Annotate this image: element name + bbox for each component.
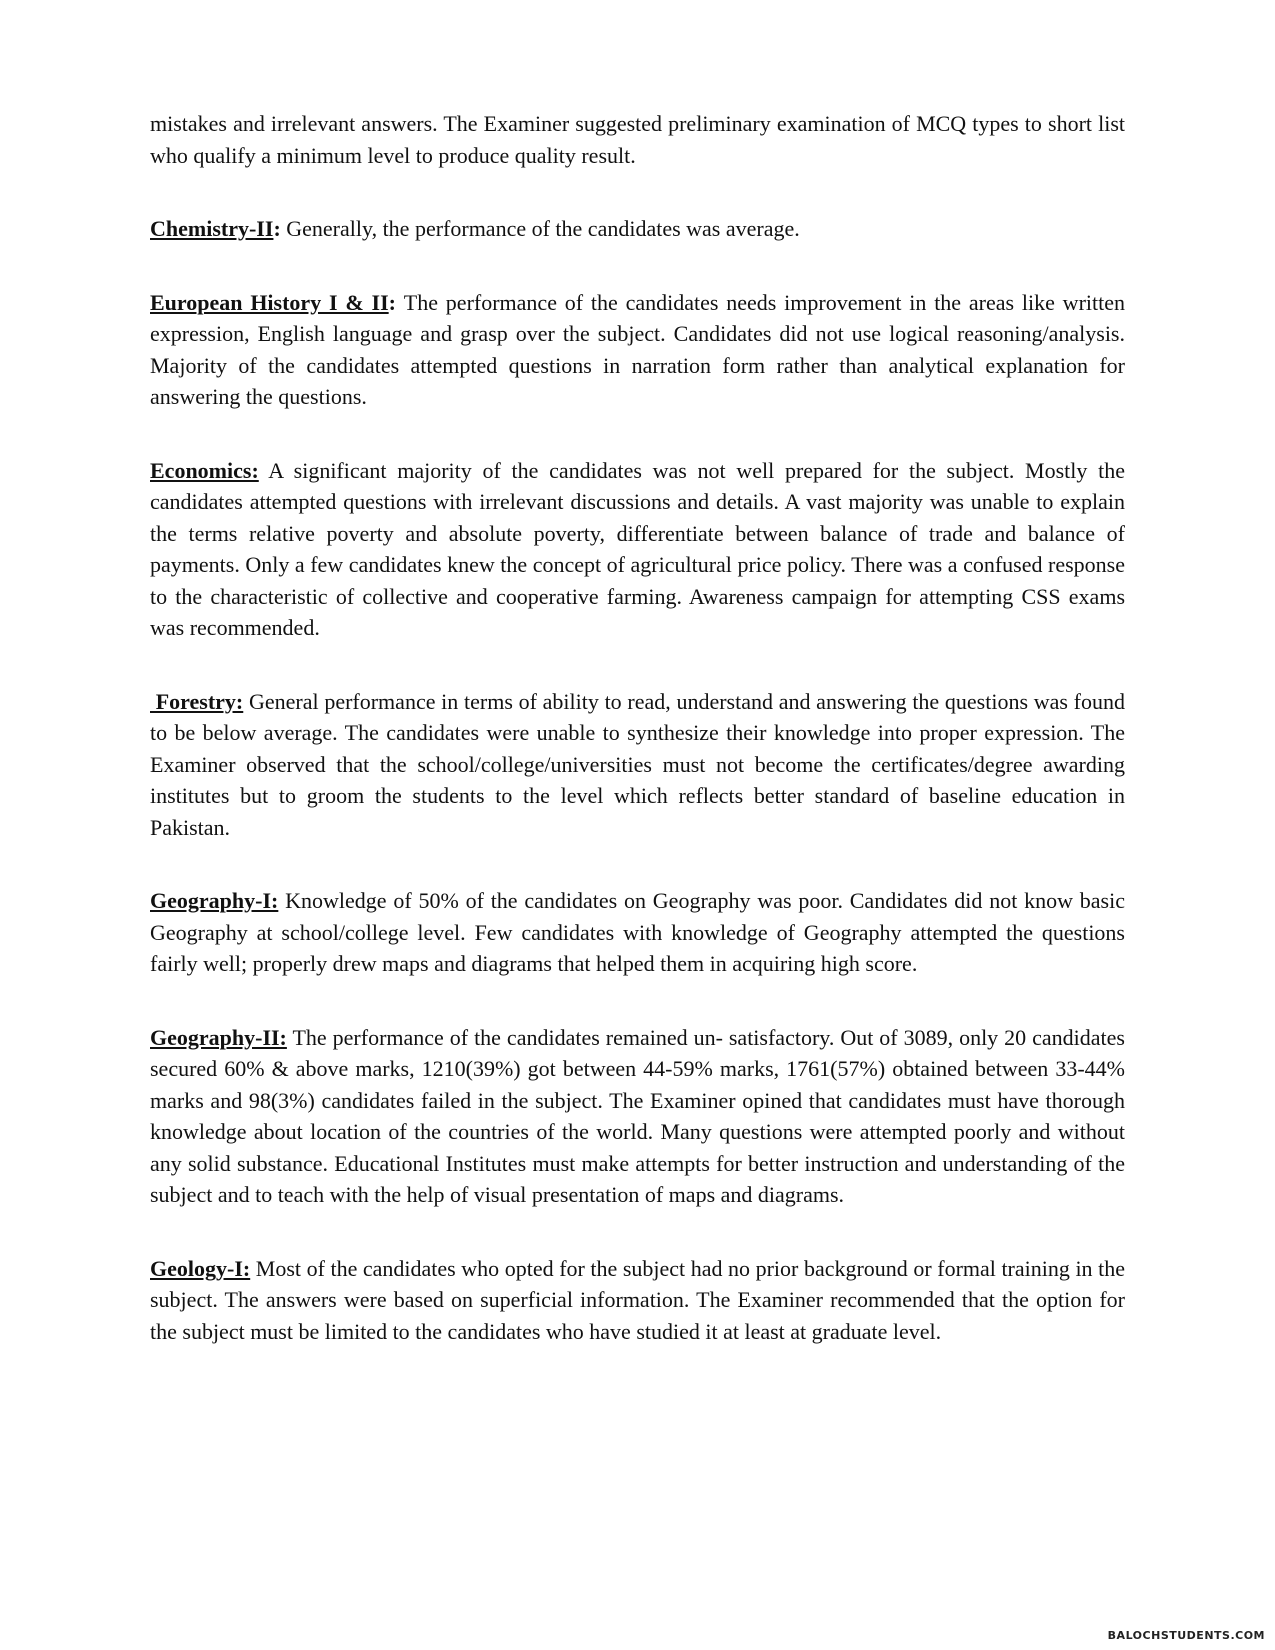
section-separator: : (388, 289, 404, 315)
intro-text: mistakes and irrelevant answers. The Examiner suggested preliminary examination of MCQ types to short list who qualify a minimum level to produce quality result. (150, 111, 1125, 168)
section-body: A significant majority of the candidates was not well prepared for the subject. Mostly the candidates attempted questions with irrelevant discussions and details. A vast majority was unable to explain the terms relative poverty and absolute poverty, differentiate between balance of trade and balance of payments. Only a few candidates knew the concept of agricultural price policy. There was a confused response to the characteristic of collective and cooperative farming. Awareness campaign for attempting CSS exams was recommended. (150, 457, 1125, 640)
section-forestry (150, 686, 1125, 844)
section-body: Knowledge of 50% of the candidates on Geography was poor. Candidates did not know basic Geography at school/college level. Few candidates with knowledge of Geography attempted the questions fairly well; properly drew maps and diagrams that helped them in acquiring high score. (150, 888, 1125, 976)
section-body: The performance of the candidates remained un- satisfactory. Out of 3089, only 20 candidates secured 60% & above marks, 1210(39%) got between 44-59% marks, 1761(57%) obtained between 33-44% marks and 98(3%) candidates failed in the subject. The Examiner opined that candidates must have thorough knowledge about location of the countries of the world. Many questions were attempted poorly and without any solid substance. Educational Institutes must make attempts for better instruction and understanding of the subject and to teach with the help of visual presentation of maps and diagrams. (150, 1024, 1125, 1207)
section-body: General performance in terms of ability to read, understand and answering the questions was found to be below average. The candidates were unable to synthesize their knowledge into proper expression. The Examiner observed that the school/college/universities must not become the certificates/degree awarding institutes but to groom the students to the level which reflects better standard of baseline education in Pakistan. (150, 688, 1125, 840)
section-heading: Geography-I: (150, 888, 279, 913)
section-heading: Geography-II: (150, 1024, 287, 1050)
section-chemistry-ii (150, 213, 1125, 245)
section-heading: Chemistry-II (150, 216, 274, 241)
section-european-history (150, 287, 1125, 413)
section-geography-i (150, 885, 1125, 980)
section-heading: Economics: (150, 457, 259, 483)
section-body: Most of the candidates who opted for the subject had no prior background or formal training in the subject. The answers were based on superficial information. The Examiner recommended that the option for the subject must be limited to the candidates who have studied it at least at graduate level. (150, 1255, 1125, 1344)
section-heading: European History I & II (150, 289, 389, 315)
section-separator: : (273, 216, 287, 241)
document-page (150, 108, 1125, 1389)
section-heading: Forestry: (150, 688, 244, 714)
intro-paragraph (150, 108, 1125, 171)
section-body: The performance of the candidates needs improvement in the areas like written expression, English language and grasp over the subject. Candidates did not use logical reasoning/analysis. Majority of the candidates attempted questions in narration form rather than analytical explanation for answering the questions. (150, 289, 1125, 409)
section-economics (150, 455, 1125, 644)
section-heading: Geology-I: (150, 1255, 251, 1281)
site-watermark: BALOCHSTUDENTS.COM (1107, 1629, 1265, 1642)
section-body: Generally, the performance of the candidates was average. (286, 216, 800, 241)
section-separator (259, 458, 269, 483)
section-geography-ii (150, 1022, 1125, 1211)
section-geology-i (150, 1253, 1125, 1348)
